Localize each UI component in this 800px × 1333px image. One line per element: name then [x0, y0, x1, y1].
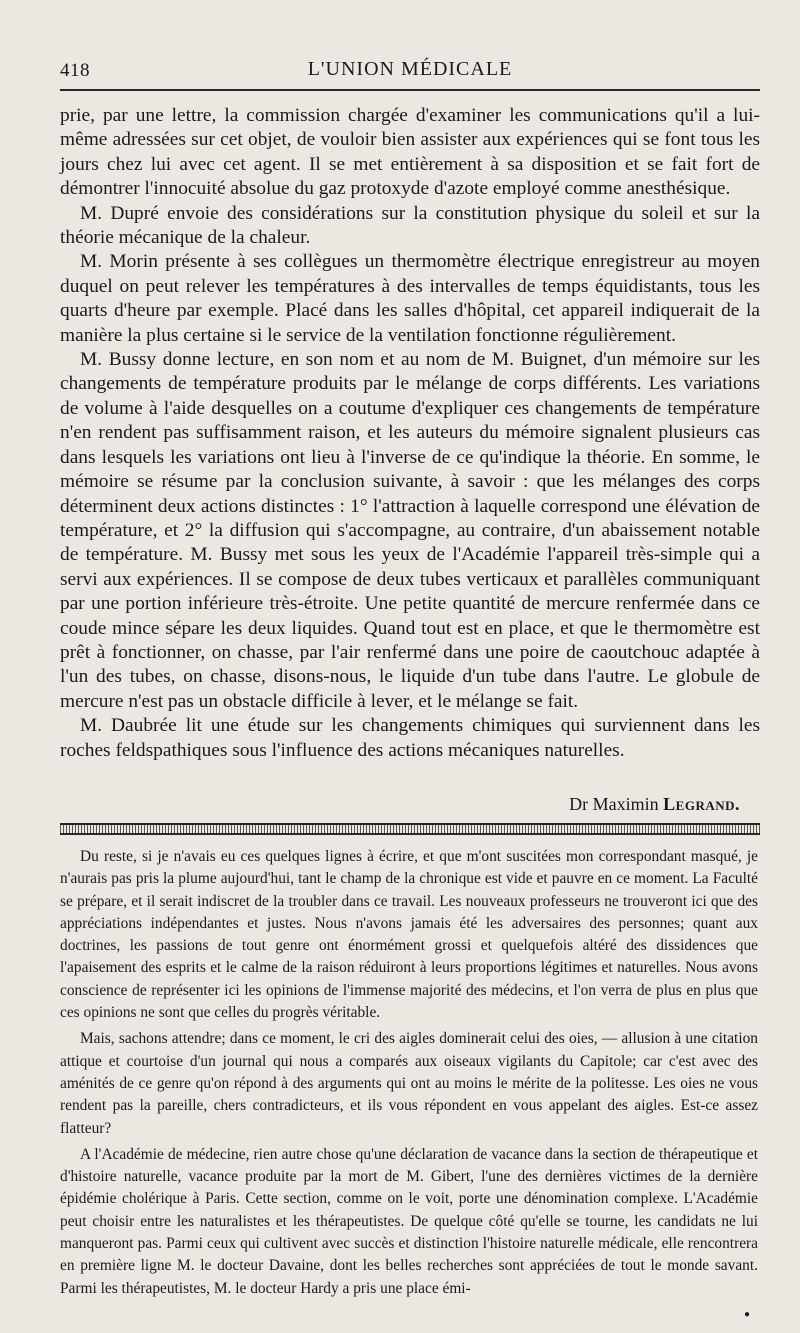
chronique-text [60, 846, 758, 1300]
signature-prefix: Dr Maximin [569, 794, 659, 814]
footer-bullet-icon: ● [744, 1309, 751, 1320]
signature [60, 794, 740, 815]
page-number: 418 [60, 60, 90, 81]
paragraph-du-reste: Du reste, si je n'avais eu ces quelques lignes à écrire, et que m'ont suscitées mon correspondant masqué, je n'aurais pas pris la plume aujourd'hui, tant le champ de la chronique est vide et pauvre en ce moment. La Faculté se prépare, et il serait indiscret de la troubler dans ce travail. Les nouveaux professeurs ne trouveront ici que des appréciations indépendantes et justes. Nous n'avons jamais été les adversaires des personnes; quant aux doctrines, les passions de tout genre ont énormément grossi et quelquefois altéré des dissidences que l'apaisement des esprits et le calme de la raison réduiront à leurs proportions légitimes et naturelles. Nous avons conscience de représenter ici les opinions de l'immense majorité des médecins, et l'on verra de plus en plus que ces opinions ne sont que celles du progrès véritable. [60, 848, 758, 1022]
paragraph-academie: A l'Académie de médecine, rien autre chose qu'une déclaration de vacance dans la section de thérapeutique et d'histoire naturelle, vacance produite par la mort de M. Gibert, l'une des dernières victimes de la dernière épidémie cholérique à Paris. Cette section, comme on le voit, porte une dénomination complexe. L'Académie peut choisir entre les naturalistes et les thérapeutistes. De quelque côté qu'elle se tourne, les candidats ne lui manqueront pas. Parmi ceux qui cultivent avec succès et distinction l'histoire naturelle médicale, elle rencontrera en première ligne M. le docteur Davaine, dont les belles recherches sont appréciées de tout le monde savant. Parmi les thérapeutistes, M. le docteur Hardy a pris une place émi- [60, 1145, 758, 1297]
paragraph-bussy: M. Bussy donne lecture, en son nom et au nom de M. Buignet, d'un mémoire sur les changements de température produits par le mélange de corps différents. Les variations de volume à l'aide desquelles on a coutume d'expliquer ces changements de température n'en rendent pas suffisamment raison, et les auteurs du mémoire signalent plusieurs cas dans lesquels les variations ont lieu à l'inverse de ce qu'indique la théorie. En somme, le mémoire se résume par la conclusion suivante, à savoir : que les mélanges des corps déterminent deux actions distinctes : 1° l'attraction à laquelle correspond une élévation de température, et 2° la diffusion qui s'accompagne, au contraire, d'un abaissement notable de température. M. Bussy met sous les yeux de l'Académie l'appareil très-simple qui a servi aux expériences. Il se compose de deux tubes verticaux et parallèles communiquant par une portion inférieure très-étroite. Une petite quantité de mercure renfermée dans ce coude mince sépare les deux liquides. Quand tout est en place, et que le thermomètre est prêt à fonctionner, on chasse, par l'air renfermé dans une poire de caoutchouc adaptée à l'un des tubes, on chasse, disons-nous, le liquide d'un tube dans l'autre. Le globule de mercure n'est pas un obstacle difficile à lever, et le mélange se fait. [60, 349, 760, 712]
main-text [60, 104, 760, 763]
running-title: L'UNION MÉDICALE [307, 58, 513, 80]
signature-surname: Legrand. [663, 794, 740, 814]
paragraph-daubree: M. Daubrée lit une étude sur les changements chimiques qui surviennent dans les roches feldspathiques sous l'influence des actions mécaniques naturelles. [60, 715, 760, 761]
section-divider [60, 823, 760, 835]
paragraph-morin: M. Morin présente à ses collègues un thermomètre électrique enregistreur au moyen duquel on peut relever les températures à des intervalles de temps équidistants, tous les quarts d'heure par exemple. Placé dans les salles d'hôpital, cet appareil indiquerait de la manière la plus certaine si le service de la ventilation fonctionne régulièrement. [60, 251, 760, 346]
paragraph-aigles: Mais, sachons attendre; dans ce moment, le cri des aigles dominerait celui des oies, — allusion à une citation attique et courtoise d'un journal qui nous a comparés aux oiseaux vigilants du Capitole; car c'est avec des aménités de ce genre qu'on répond à des arguments qui ont au moins le mérite de la politesse. Les oies ne vous rendent pas la pareille, chers contradicteurs, et ils vous répondent en vous appelant des aigles. Est-ce assez flatteur? [60, 1030, 758, 1137]
paragraph-protoxyde: prie, par une lettre, la commission chargée d'examiner les communications qu'il a lui-même adressées sur cet objet, de vouloir bien assister aux expériences qui se font tous les jours chez lui avec cet agent. Il se met entièrement à sa disposition et se fait fort de démontrer l'innocuité absolue du gaz protoxyde d'azote employé comme anesthésique. [60, 105, 760, 200]
header-rule [60, 89, 760, 91]
page-header [60, 56, 760, 92]
paragraph-dupre: M. Dupré envoie des considérations sur la constitution physique du soleil et sur la théorie mécanique de la chaleur. [60, 202, 760, 249]
